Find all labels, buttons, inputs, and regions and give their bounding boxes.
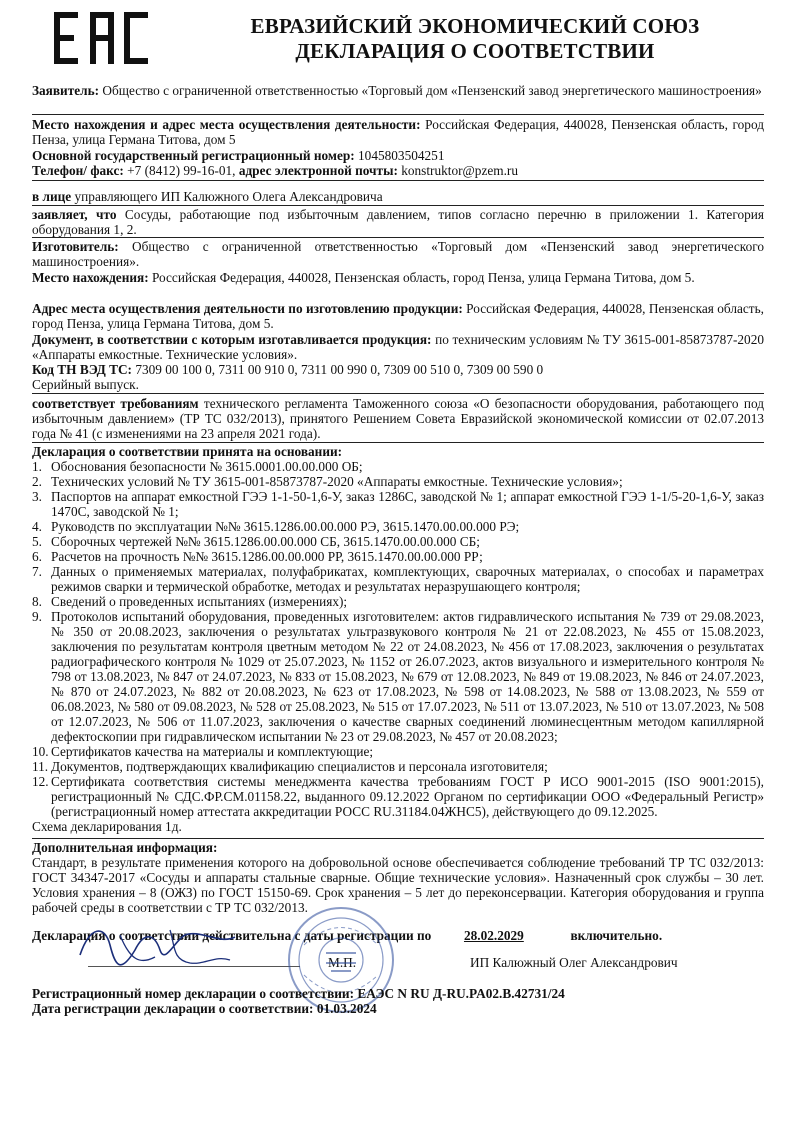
validity-label: Декларация о соответствии действительна с даты регистрации по	[32, 928, 432, 943]
production-label: Адрес места осуществления деятельности по изготовлению продукции:	[32, 301, 463, 316]
divider	[32, 393, 764, 394]
location-label: Место нахождения:	[32, 270, 149, 285]
registration-number-line	[32, 986, 764, 1001]
manufacturer-block	[32, 239, 764, 269]
representative-value: управляющего ИП Калюжного Олега Александровича	[74, 189, 383, 204]
serial-line: Серийный выпуск.	[32, 377, 139, 392]
divider	[32, 442, 764, 443]
manufacturer-value: Общество с ограниченной ответственностью «Торговый дом «Пензенский завод энергетического машиностроения».	[32, 239, 764, 269]
list-item: 1. Обоснования безопасности № 3615.0001.00.00.000 ОБ;	[32, 459, 363, 474]
basis-section	[32, 444, 764, 834]
ogrn-value: 1045803504251	[358, 148, 445, 163]
registration-number-value: ЕАЭС N RU Д-RU.PA02.B.42731/24	[357, 986, 565, 1001]
address-label: Место нахождения и адрес места осуществления деятельности:	[32, 117, 421, 132]
scheme-line: Схема декларирования 1д.	[32, 819, 182, 834]
validity-date: 28.02.2029	[463, 928, 524, 943]
divider	[32, 237, 764, 238]
divider	[32, 205, 764, 206]
production-value: Российская Федерация, 440028, Пензенская область, город Пенза, улица Германа Титова, дом 5.	[32, 301, 764, 331]
phone-value: +7 (8412) 99-16-01,	[127, 163, 236, 178]
divider	[32, 180, 764, 181]
list-item: 6. Расчетов на прочность №№ 3615.1286.00.00.000 РР, 3615.1470.00.00.000 РР;	[32, 549, 483, 564]
address-value: Российская Федерация, 440028, Пензенская область, город Пенза, улица Германа Титова, дом 5	[32, 117, 764, 147]
list-item: 2. Технических условий № ТУ 3615-001-85873787-2020 «Аппараты емкостные. Технические условия»;	[32, 474, 623, 489]
document-header	[180, 14, 770, 64]
production-address-block	[32, 301, 764, 331]
location-value: Российская Федерация, 440028, Пензенская область, город Пенза, улица Германа Титова, дом 5.	[151, 270, 695, 285]
validity-suffix: включительно.	[570, 928, 663, 943]
list-item: 10. Сертификатов качества на материалы и комплектующие;	[32, 744, 374, 759]
applicant-block	[32, 83, 764, 98]
document-value: по техническим условиям № ТУ 3615-001-85873787-2020 «Аппараты емкостные. Технические условия».	[32, 332, 764, 362]
phone-label: Телефон/ факс:	[32, 163, 124, 178]
document-label: Документ, в соответствии с которым изготавливается продукция:	[32, 332, 432, 347]
signatory-name: ИП Калюжный Олег Александрович	[470, 955, 678, 970]
divider	[32, 838, 764, 839]
manufacturer-location-block	[32, 270, 764, 285]
divider	[32, 114, 764, 115]
list-item: 3. Паспортов на аппарат емкостной ГЭЭ 1-1-50-1,6-У, заказ 1286С, заводской № 1; аппарат емкостной ГЭЭ 1-1/5-20-1,6-У, заказ 1470С, заводской № 1;	[32, 489, 764, 519]
tnved-value: 7309 00 100 0, 7311 00 910 0, 7311 00 990 0, 7309 00 510 0, 7309 00 590 0	[135, 362, 544, 377]
list-item: 9. Протоколов испытаний оборудования, проведенных изготовителем: актов гидравлического испытания № 739 от 29.08.2023, № 350 от 20.08.2023, заключения о результатах ультразвукового контроля № 21 от 22.08.2023, № 455 от 15.08.2023, заключения по результатам контроля цветным методом № 22 от 24.08.2023, № 456 от 17.08.2023, заключения о результатах радиографического контроля № 1029 от 25.07.2023, № 1152 от 26.07.2023, актов визуального и измерительного контроля № 798 от 13.08.2023, № 847 от 24.07.2023, № 833 от 15.08.2023, № 679 от 12.08.2023, № 849 от 19.08.2023, № 846 от 24.07.2023, № 870 от 24.07.2023, № 882 от 20.08.2023, № 623 от 17.08.2023, № 598 от 14.08.2023, № 588 от 13.08.2023, № 559 от 06.08.2023, № 580 от 09.08.2023, № 528 от 25.08.2023, № 515 от 17.07.2023, № 511 от 13.07.2023, № 510 от 13.07.2023, № 508 от 12.07.2023, № 506 от 11.07.2023, заключения о качестве сварных соединений люминесцентным методом капиллярной дефектоскопии при гидравлическом испытании № 23 от 29.08.2023, № 457 от 20.08.2023;	[32, 609, 764, 744]
applicant-address-block	[32, 117, 764, 147]
ogrn-line	[32, 148, 764, 163]
manufacturer-label: Изготовитель:	[32, 239, 119, 254]
applicant-label: Заявитель:	[32, 83, 100, 98]
representative-label: в лице	[32, 189, 72, 204]
list-item: 7. Данных о применяемых материалах, полуфабрикатах, комплектующих, сварочных материалах, о способах и параметрах режимов сварки и термической обработке, методах и результатах неразрушающего контроля;	[32, 564, 764, 594]
declares-block	[32, 207, 764, 237]
handwritten-signature	[60, 915, 260, 985]
representative-line	[32, 189, 764, 204]
conformity-value: технического регламента Таможенного союза «О безопасности оборудования, работающего под избыточным давлением» (ТР ТС 032/2013), принятого Решением Совета Евразийской экономической комиссии от 02.07.2013 года № 41 (с изменениями на 23 апреля 2021 года).	[32, 396, 764, 441]
contacts-line	[32, 163, 764, 178]
list-item: 11. Документов, подтверждающих квалификацию специалистов и персонала изготовителя;	[32, 759, 548, 774]
tnved-line	[32, 362, 764, 377]
list-item: 12. Сертификата соответствия системы менеджмента качества требованиям ГОСТ Р ИСО 9001-2015 (ISO 9001:2015), регистрационный № СДС.ФР.СМ.01158.22, выданного 09.12.2022 Органом по сертификации ООО «Федеральный Регистр» (регистрационный номер аттестата аккредитации РОСС RU.31184.04ЖНС5), действующего до 09.12.2025.	[32, 774, 764, 819]
additional-text: Стандарт, в результате применения которого на добровольной основе обеспечивается соблюдение требований ТР ТС 032/2013: ГОСТ 34347-2017 «Сосуды и аппараты стальные сварные. Общие технические условия». Назначенный срок службы – 30 лет. Условия хранения – 8 (ОЖЗ) по ГОСТ 15150-69. Срок хранения – 5 лет до переконсервации. Категория оборудования и группа рабочей среды в соответствии с ТР ТС 032/2013.	[32, 855, 764, 915]
declares-label: заявляет, что	[32, 207, 117, 222]
applicant-value: Общество с ограниченной ответственностью «Торговый дом «Пензенский завод энергетического машиностроения»	[102, 83, 762, 98]
registration-date-value: 01.03.2024	[316, 1001, 377, 1016]
registration-number-label: Регистрационный номер декларации о соответствии:	[32, 986, 355, 1001]
union-title: ЕВРАЗИЙСКИЙ ЭКОНОМИЧЕСКИЙ СОЮЗ	[250, 14, 700, 38]
email-value: konstruktor@pzem.ru	[401, 163, 518, 178]
email-label: адрес электронной почты:	[238, 163, 398, 178]
conformity-label: соответствует требованиям	[32, 396, 199, 411]
list-item: 8. Сведений о проведенных испытаниях (измерениях);	[32, 594, 348, 609]
ogrn-label: Основной государственный регистрационный номер:	[32, 148, 355, 163]
document-block	[32, 332, 764, 362]
list-item: 5. Сборочных чертежей №№ 3615.1286.00.00.000 СБ, 3615.1470.00.00.000 СБ;	[32, 534, 480, 549]
registration-date-label: Дата регистрации декларации о соответствии:	[32, 1001, 314, 1016]
conformity-block	[32, 396, 764, 441]
additional-heading: Дополнительная информация:	[32, 840, 218, 855]
registration-date-line	[32, 1001, 764, 1016]
declares-value: Сосуды, работающие под избыточным давлением, типов согласно перечню в приложении 1. Категория оборудования 1, 2.	[32, 207, 764, 237]
tnved-label: Код ТН ВЭД ТС:	[32, 362, 132, 377]
eac-logo	[52, 10, 152, 66]
additional-section	[32, 840, 764, 915]
list-item: 4. Руководств по эксплуатации №№ 3615.1286.00.00.000 РЭ, 3615.1470.00.00.000 РЭ;	[32, 519, 520, 534]
basis-heading: Декларация о соответствии принята на основании:	[32, 444, 343, 459]
declaration-title: ДЕКЛАРАЦИЯ О СООТВЕТСТВИИ	[295, 39, 655, 63]
